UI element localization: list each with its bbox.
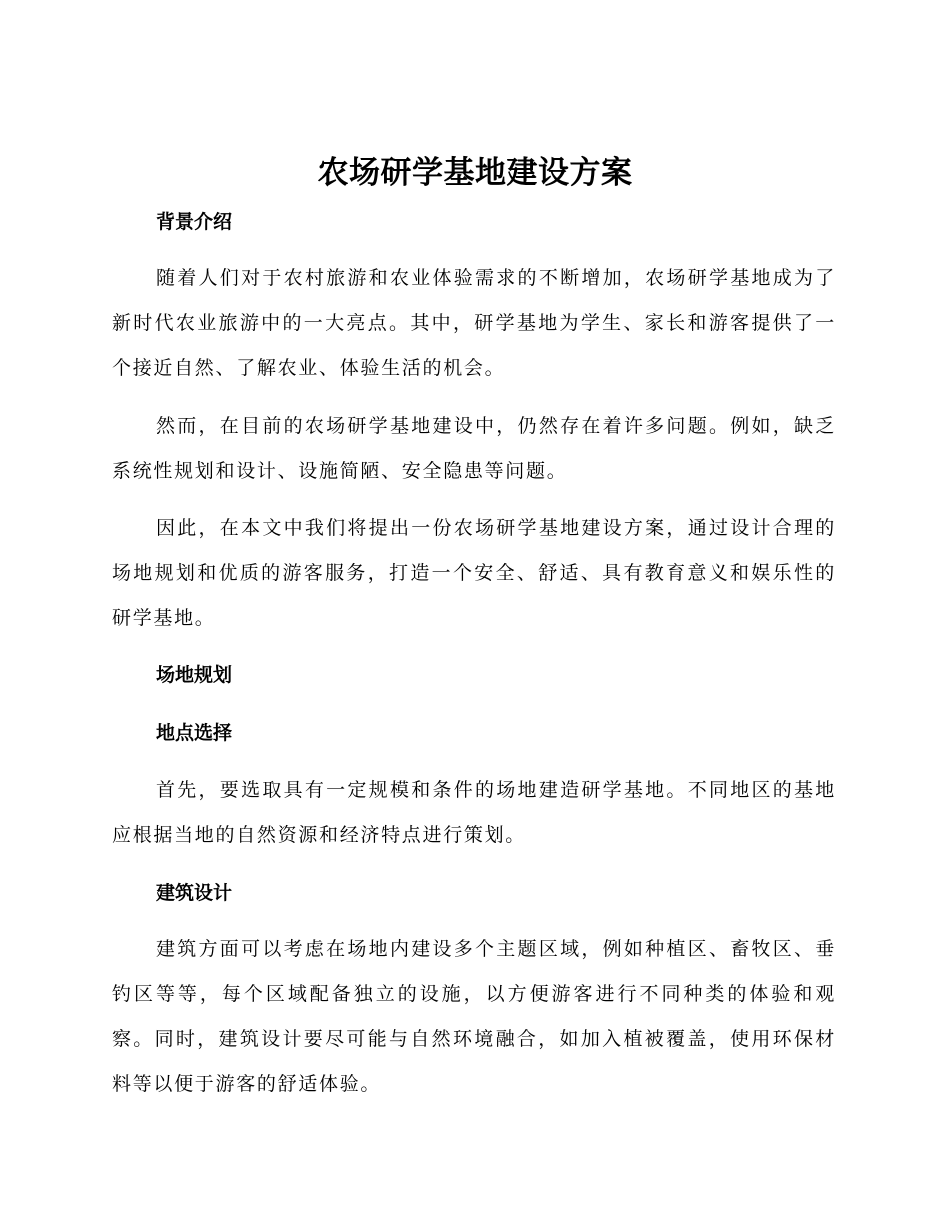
section-heading-architecture: 建筑设计 (156, 882, 233, 904)
document-title: 农场研学基地建设方案 (317, 155, 633, 191)
paragraph-background-1: 随着人们对于农村旅游和农业体验需求的不断增加，农场研学基地成为了新时代农业旅游中的一大亮点。其中，研学基地为学生、家长和游客提供了一个接近自然、了解农业、体验生活的机会。 (112, 267, 836, 379)
paragraph-background-2: 然而，在目前的农场研学基地建设中，仍然存在着许多问题。例如，缺乏系统性规划和设计、设施简陋、安全隐患等问题。 (112, 415, 836, 482)
paragraph-location: 首先，要选取具有一定规模和条件的场地建造研学基地。不同地区的基地应根据当地的自然资源和经济特点进行策划。 (112, 779, 836, 846)
paragraph-background-3: 因此，在本文中我们将提出一份农场研学基地建设方案，通过设计合理的场地规划和优质的游客服务，打造一个安全、舒适、具有教育意义和娱乐性的研学基地。 (112, 517, 836, 629)
paragraph-architecture: 建筑方面可以考虑在场地内建设多个主题区域，例如种植区、畜牧区、垂钓区等等，每个区域配备独立的设施，以方便游客进行不同种类的体验和观察。同时，建筑设计要尽可能与自然环境融合，如加入植被覆盖，使用环保材料等以便于游客的舒适体验。 (112, 938, 836, 1095)
section-heading-location: 地点选择 (156, 722, 233, 744)
section-heading-site-planning: 场地规划 (156, 664, 233, 686)
section-heading-background: 背景介绍 (156, 211, 233, 233)
